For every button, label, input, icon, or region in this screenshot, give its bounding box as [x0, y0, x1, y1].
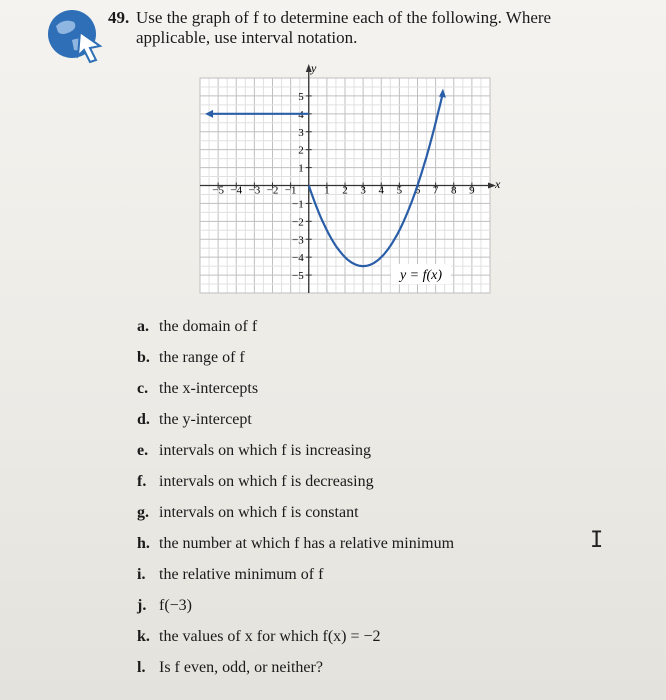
x-tick-label: −3: [248, 184, 261, 197]
x-tick-label: 8: [451, 184, 457, 197]
question-letter: e.: [137, 442, 149, 459]
question-text: intervals on which f is constant: [159, 504, 359, 521]
x-tick-label: 7: [432, 184, 439, 197]
question-text: the relative minimum of f: [159, 566, 324, 583]
question-list: [137, 318, 454, 690]
question-text: the values of x for which f(x) = −2: [159, 628, 381, 645]
y-axis-label: y: [311, 61, 317, 75]
y-tick-label: −5: [292, 270, 304, 283]
question-text: the y-intercept: [159, 411, 252, 428]
question-text: the x-intercepts: [159, 380, 259, 397]
problem-number: 49.: [108, 8, 130, 27]
x-tick-label: 3: [360, 184, 366, 197]
x-tick-label: 5: [396, 184, 403, 197]
question-text: the domain of f: [159, 318, 258, 335]
y-tick-label: −4: [292, 252, 304, 265]
question-text: intervals on which f is decreasing: [159, 473, 374, 490]
x-tick-label: 2: [342, 184, 348, 197]
question-a: [137, 318, 454, 349]
question-letter: d.: [137, 411, 150, 428]
question-d: [137, 411, 454, 442]
curve-label: y = f(x): [399, 268, 443, 283]
globe-cursor-icon: [42, 6, 110, 64]
question-text: the range of f: [159, 349, 245, 366]
question-letter: i.: [137, 566, 146, 583]
question-letter: h.: [137, 535, 150, 552]
text-cursor-icon: I: [590, 528, 604, 553]
y-tick-label: 1: [298, 162, 304, 175]
question-e: [137, 442, 454, 473]
question-letter: f.: [137, 473, 147, 490]
y-tick-label: 4: [298, 108, 304, 121]
y-tick-label: 5: [298, 90, 304, 103]
question-letter: a.: [137, 318, 149, 335]
x-tick-label: 4: [378, 184, 384, 197]
x-tick-label: −2: [266, 184, 279, 197]
question-letter: k.: [137, 628, 150, 645]
y-tick-label: −1: [292, 198, 304, 211]
x-tick-label: 1: [324, 184, 330, 197]
x-axis-label: x: [495, 177, 501, 191]
x-tick-label: 9: [469, 184, 475, 197]
question-f: [137, 473, 454, 504]
y-tick-label: 2: [298, 144, 304, 157]
question-g: [137, 504, 454, 535]
problem-text: Use the graph of f to determine each of the following. Where applicable, use interval notation.: [136, 8, 552, 47]
y-tick-label: −3: [292, 234, 304, 247]
question-i: [137, 566, 454, 597]
question-text: f(−3): [159, 597, 193, 614]
question-j: [137, 597, 454, 628]
question-letter: b.: [137, 349, 150, 366]
y-tick-label: −2: [292, 216, 304, 229]
question-letter: j.: [137, 597, 147, 614]
question-l: [137, 659, 454, 690]
question-h: [137, 535, 454, 566]
question-letter: l.: [137, 659, 146, 676]
question-k: [137, 628, 454, 659]
x-tick-label: −1: [284, 184, 297, 197]
question-letter: c.: [137, 380, 149, 397]
x-tick-label: −5: [212, 184, 224, 197]
function-graph: [195, 58, 505, 303]
x-tick-label: −4: [230, 184, 243, 197]
question-text: intervals on which f is increasing: [159, 442, 371, 459]
question-text: Is f even, odd, or neither?: [159, 659, 323, 676]
y-tick-label: 3: [298, 126, 304, 139]
question-c: [137, 380, 454, 411]
x-tick-label: 6: [414, 184, 421, 197]
question-b: [137, 349, 454, 380]
question-text: the number at which f has a relative minimum: [159, 535, 455, 552]
question-letter: g.: [137, 504, 149, 521]
